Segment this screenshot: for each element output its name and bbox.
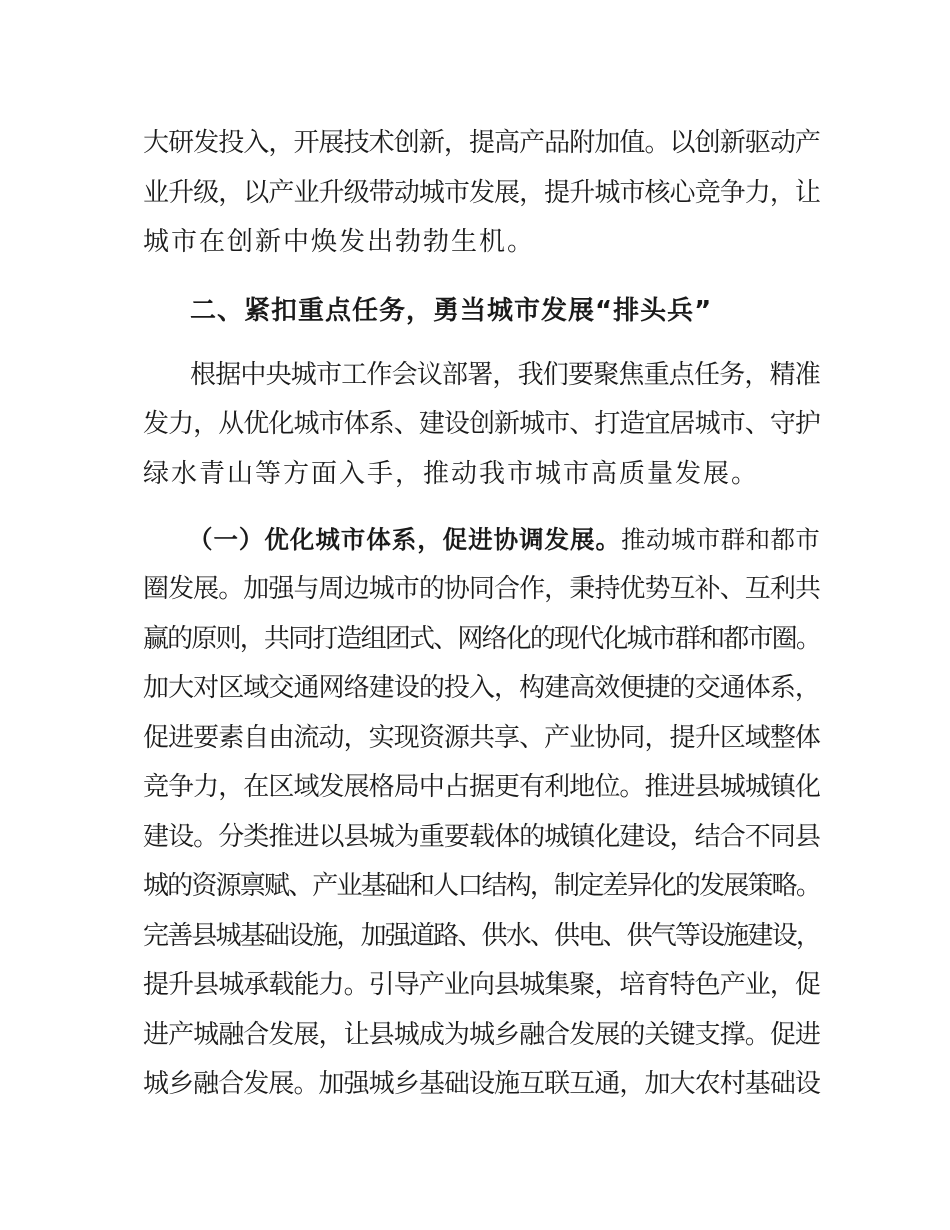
paragraph-line: 绿水青山等方面入手，推动我市城市高质量发展。 bbox=[143, 459, 760, 489]
paragraph-line: 建设。分类推进以县城为重要载体的城镇化建设，结合不同县 bbox=[143, 822, 821, 852]
paragraph-line: 进产城融合发展，让县城成为城乡融合发展的关键支撑。促进 bbox=[143, 1020, 821, 1050]
paragraph-line: 业升级，以产业升级带动城市发展，提升城市核心竞争力，让 bbox=[143, 178, 821, 208]
paragraph-line: 大研发投入，开展技术创新，提高产品附加值。以创新驱动产 bbox=[143, 128, 821, 158]
paragraph-line: 圈发展。加强与周边城市的协同合作，秉持优势互补、互利共 bbox=[143, 574, 821, 604]
paragraph-line: 完善县城基础设施，加强道路、供水、供电、供气等设施建设， bbox=[143, 921, 821, 951]
paragraph-line: 赢的原则，共同打造组团式、网络化的现代化城市群和都市圈。 bbox=[143, 624, 821, 654]
paragraph-line: 根据中央城市工作会议部署，我们要聚焦重点任务，精准 bbox=[190, 360, 821, 390]
subsection-first-line bbox=[188, 525, 820, 555]
paragraph-line: 城市在创新中焕发出勃勃生机。 bbox=[143, 227, 536, 257]
paragraph-line: 发力，从优化城市体系、建设创新城市、打造宜居城市、守护 bbox=[143, 409, 821, 439]
paragraph-line: 提升县城承载能力。引导产业向县城集聚，培育特色产业，促 bbox=[143, 970, 821, 1000]
paragraph-line: 城乡融合发展。加强城乡基础设施互联互通，加大农村基础设 bbox=[143, 1069, 821, 1099]
subsection-first-text: 推动城市群和都市 bbox=[620, 525, 821, 554]
subsection-heading: （一）优化城市体系，促进协调发展。 bbox=[188, 525, 621, 554]
paragraph-line: 促进要素自由流动，实现资源共享、产业协同，提升区域整体 bbox=[143, 723, 821, 753]
paragraph-line: 竞争力，在区域发展格局中占据更有利地位。推进县城城镇化 bbox=[143, 772, 821, 802]
paragraph-line: 加大对区域交通网络建设的投入，构建高效便捷的交通体系， bbox=[143, 673, 821, 703]
paragraph-line: 城的资源禀赋、产业基础和人口结构，制定差异化的发展策略。 bbox=[143, 871, 821, 901]
section-heading: 二、紧扣重点任务，勇当城市发展“排头兵” bbox=[190, 296, 713, 326]
